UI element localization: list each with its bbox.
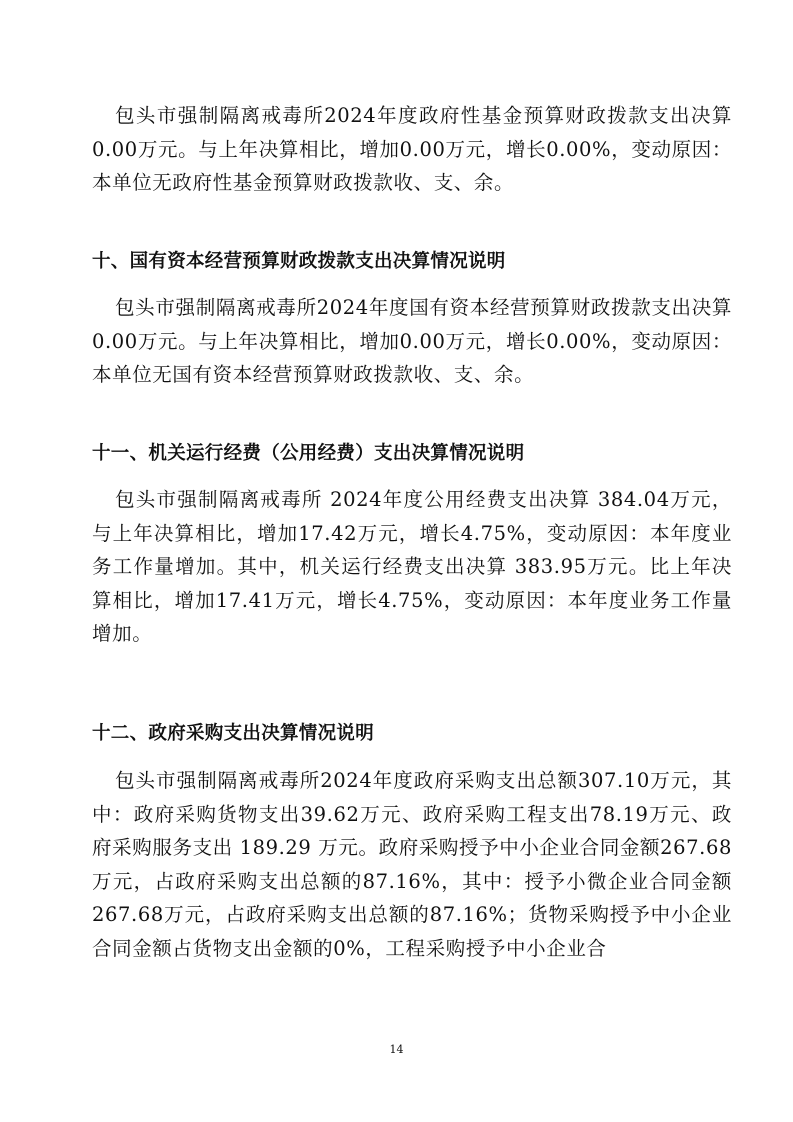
page-number: 14 xyxy=(389,1043,404,1056)
heading-section-10: 十、国有资本经营预算财政拨款支出决算情况说明 xyxy=(92,251,506,272)
heading-section-12: 十二、政府采购支出决算情况说明 xyxy=(92,723,375,744)
paragraph-government-fund-budget: 包头市强制隔离戒毒所2024年度政府性基金预算财政拨款支出决算0.00万元。与上年决算相比，增加0.00万元，增长0.00%，变动原因：本单位无政府性基金预算财政拨款收、支、余。 xyxy=(92,104,732,195)
paragraph-government-procurement: 包头市强制隔离戒毒所2024年度政府采购支出总额307.10万元，其中：政府采购货物支出39.62万元、政府采购工程支出78.19万元、政府采购服务支出 189.29 万元。政府采购授予中小企业合同金额267.68万元，占政府采购支出总额的87.16%，其中：授予小微企业合同金额 267.68万元，占政府采购支出总额的87.16%；货物采购授予中小企业合同金额占货物支出金额的0%，工程采购授予中小企业合 xyxy=(92,769,732,960)
heading-section-11: 十一、机关运行经费（公用经费）支出决算情况说明 xyxy=(92,443,525,464)
paragraph-state-capital-budget: 包头市强制隔离戒毒所2024年度国有资本经营预算财政拨款支出决算0.00万元。与上年决算相比，增加0.00万元，增长0.00%，变动原因：本单位无国有资本经营预算财政拨款收、支、余。 xyxy=(92,296,732,387)
paragraph-operating-expenses: 包头市强制隔离戒毒所 2024年度公用经费支出决算 384.04万元，与上年决算相比，增加17.42万元，增长4.75%，变动原因：本年度业务工作量增加。其中，机关运行经费支出决算 383.95万元。比上年决算相比，增加17.41万元，增长4.75%，变动原因：本年度业务工作量增加。 xyxy=(92,488,732,646)
